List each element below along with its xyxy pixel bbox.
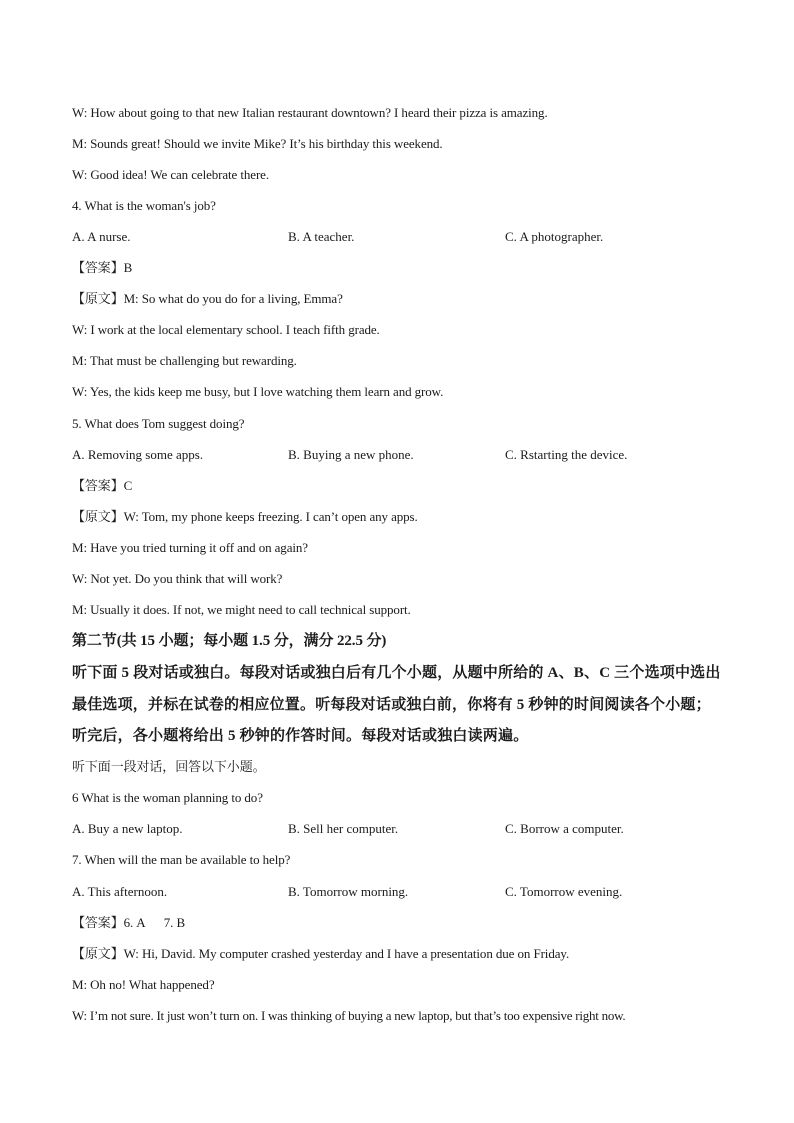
transcript-line: M: Oh no! What happened? xyxy=(72,977,215,992)
transcript-line: M: Usually it does. If not, we might need to call technical support. xyxy=(72,602,411,617)
transcript-line: W: How about going to that new Italian restaurant downtown? I heard their pizza is amazing. xyxy=(72,105,548,120)
answer-6-7: 【答案】6. A 7. B xyxy=(72,915,186,930)
transcript-line: W: I work at the local elementary school. I teach fifth grade. xyxy=(72,322,380,337)
original-text-4: 【原文】M: So what do you do for a living, Emma? xyxy=(72,291,343,306)
transcript-line: M: Sounds great! Should we invite Mike? It’s his birthday this weekend. xyxy=(72,136,443,151)
question-4-option-b: B. A teacher. xyxy=(288,229,355,244)
question-5-option-b: B. Buying a new phone. xyxy=(288,447,414,462)
question-6-option-a: A. Buy a new laptop. xyxy=(72,821,183,836)
question-7-option-b: B. Tomorrow morning. xyxy=(288,884,409,899)
question-6-option-b: B. Sell her computer. xyxy=(288,821,399,836)
question-6-option-c: C. Borrow a computer. xyxy=(505,821,624,836)
question-7-option-a: A. This afternoon. xyxy=(72,884,168,899)
question-5: 5. What does Tom suggest doing? xyxy=(72,416,245,431)
question-5-option-a: A. Removing some apps. xyxy=(72,447,204,462)
question-6: 6 What is the woman planning to do? xyxy=(72,790,263,805)
answer-5: 【答案】C xyxy=(72,478,133,493)
section-heading: 第二节(共 15 小题；每小题 1.5 分，满分 22.5 分) xyxy=(72,633,387,649)
transcript-line: M: Have you tried turning it off and on again? xyxy=(72,540,308,555)
transcript-line: W: Yes, the kids keep me busy, but I love watching them learn and grow. xyxy=(72,384,444,399)
question-5-option-c: C. Rstarting the device. xyxy=(505,447,628,462)
original-text-5: 【原文】W: Tom, my phone keeps freezing. I can’t open any apps. xyxy=(72,509,418,524)
dialog-intro: 听下面一段对话，回答以下小题。 xyxy=(72,759,266,774)
answer-4: 【答案】B xyxy=(72,260,133,275)
transcript-line: W: Good idea! We can celebrate there. xyxy=(72,167,270,182)
section-instructions: 听下面 5 段对话或独白。每段对话或独白后有几个小题，从题中所给的 A、B、C 三个选项中选出最佳选项，并标在试卷的相应位置。听每段对话或独白前，你将有 5 秒钟的时间阅读各个小题；听完后，各小题将给出 5 秒钟的作答时间。每段对话或独白读两遍。 xyxy=(72,665,721,744)
transcript-line: M: That must be challenging but rewarding. xyxy=(72,353,297,368)
question-7: 7. When will the man be available to help? xyxy=(72,852,291,867)
transcript-line: W: I’m not sure. It just won’t turn on. I was thinking of buying a new laptop, but that’s too expensive right now. xyxy=(72,1008,626,1023)
question-4-option-a: A. A nurse. xyxy=(72,229,131,244)
question-4: 4. What is the woman's job? xyxy=(72,198,216,213)
question-4-option-c: C. A photographer. xyxy=(505,229,604,244)
question-7-option-c: C. Tomorrow evening. xyxy=(505,884,623,899)
original-text-6-7: 【原文】W: Hi, David. My computer crashed yesterday and I have a presentation due on Friday. xyxy=(72,946,570,961)
transcript-line: W: Not yet. Do you think that will work? xyxy=(72,571,283,586)
